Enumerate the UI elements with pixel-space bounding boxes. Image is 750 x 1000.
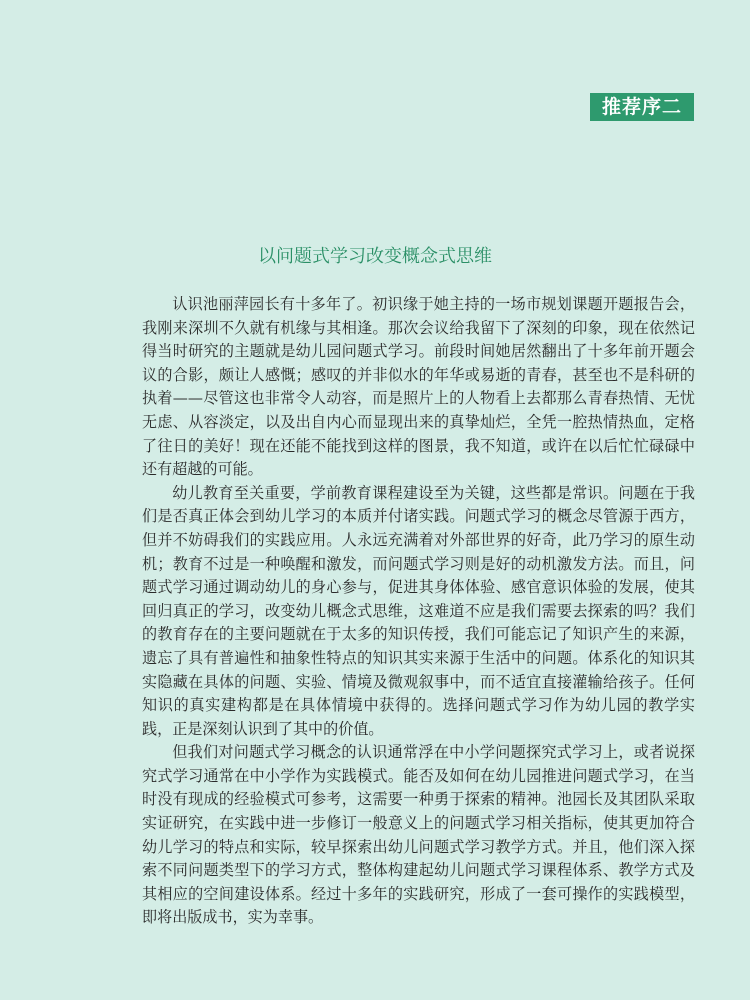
- paragraph: 幼儿教育至关重要，学前教育课程建设至为关键，这些都是常识。问题在于我们是否真正体会到幼儿学习的本质并付诸实践。问题式学习的概念尽管源于西方，但并不妨碍我们的实践应用。人永远充满着对外部世界的好奇，此乃学习的原生动机；教育不过是一种唤醒和激发，而问题式学习则是好的动机激发方法。而且，问题式学习通过调动幼儿的身心参与，促进其身体体验、感官意识体验的发展，使其回归真正的学习，改变幼儿概念式思维，这难道不应是我们需要去探索的吗？我们的教育存在的主要问题就在于太多的知识传授，我们可能忘记了知识产生的来源，遗忘了具有普遍性和抽象性特点的知识其实来源于生活中的问题。体系化的知识其实隐藏在具体的问题、实验、情境及微观叙事中，而不适宜直接灌输给孩子。任何知识的真实建构都是在具体情境中获得的。选择问题式学习作为幼儿园的教学实践，正是深刻认识到了其中的价值。: [142, 483, 695, 738]
- body-text: [142, 293, 695, 930]
- paragraph: 认识池丽萍园长有十多年了。初识缘于她主持的一场市规划课题开题报告会，我刚来深圳不久就有机缘与其相逢。那次会议给我留下了深刻的印象，现在依然记得当时研究的主题就是幼儿园问题式学习。前段时间她居然翻出了十多年前开题会议的合影，颇让人感慨；感叹的并非似水的年华或易逝的青春，甚至也不是科研的执着——尽管这也非常令人动容，而是照片上的人物看上去都那么青春热情、无忧无虑、从容淡定，以及出自内心而显现出来的真挚灿烂，全凭一腔热情热血，定格了往日的美好！现在还能不能找到这样的图景，我不知道，或许在以后忙忙碌碌中还有超越的可能。: [142, 295, 695, 479]
- page-title: 以问题式学习改变概念式思维: [258, 246, 492, 267]
- section-badge: 推荐序二: [590, 93, 694, 121]
- paragraph: 但我们对问题式学习概念的认识通常浮在中小学问题探究式学习上，或者说探究式学习通常在中小学作为实践模式。能否及如何在幼儿园推进问题式学习，在当时没有现成的经验模式可参考，这需要一种勇于探索的精神。池园长及其团队采取实证研究，在实践中进一步修订一般意义上的问题式学习相关指标，使其更加符合幼儿学习的特点和实际，较早探索出幼儿问题式学习教学方式。并且，他们深入探索不同问题类型下的学习方式，整体构建起幼儿问题式学习课程体系、教学方式及其相应的空间建设体系。经过十多年的实践研究，形成了一套可操作的实践模型，即将出版成书，实为幸事。: [142, 743, 695, 927]
